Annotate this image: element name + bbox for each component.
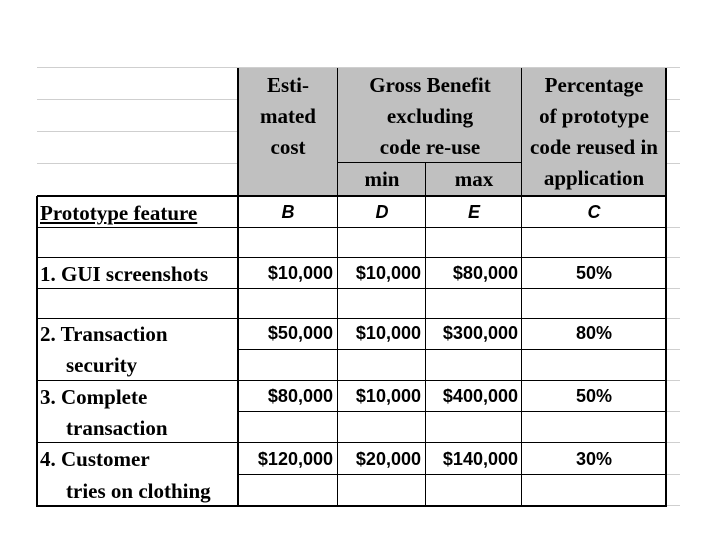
header-line: Percentage <box>544 73 644 97</box>
benefit-min-value: $10,000 <box>355 323 421 343</box>
grid-line <box>37 131 238 132</box>
grid-line <box>666 474 680 475</box>
header-line: of prototype <box>539 104 649 128</box>
grid-line <box>666 349 680 350</box>
feature-name-continued: transaction <box>66 416 168 440</box>
estimated-cost-value: $50,000 <box>267 323 333 343</box>
header-gross-benefit <box>338 70 522 163</box>
benefit-max-value: $400,000 <box>442 386 518 406</box>
border-line <box>36 196 38 507</box>
column-letter-c: C <box>587 202 601 222</box>
header-estimated-cost <box>238 70 338 163</box>
header-max: max <box>454 167 494 191</box>
header-min: min <box>364 167 400 191</box>
feature-name-continued: security <box>66 353 138 377</box>
grid-line <box>666 442 680 443</box>
grid-line <box>37 163 238 164</box>
benefit-max-value: $80,000 <box>452 263 518 283</box>
feature-name: 2. Transaction <box>40 322 168 346</box>
estimated-cost-value: $120,000 <box>257 449 333 469</box>
grid-line <box>666 163 680 164</box>
feature-name: 3. Complete <box>40 385 148 409</box>
grid-line <box>666 227 680 228</box>
reuse-percentage-value: 50% <box>575 386 613 406</box>
reuse-percentage-value: 50% <box>575 263 613 283</box>
header-line: Esti- <box>267 73 309 97</box>
benefit-min-value: $20,000 <box>355 449 421 469</box>
header-line: excluding <box>386 104 474 128</box>
header-line: mated <box>260 104 316 128</box>
estimated-cost-value: $10,000 <box>267 263 333 283</box>
grid-line <box>666 380 680 381</box>
grid-line <box>666 131 680 132</box>
benefit-max-value: $300,000 <box>442 323 518 343</box>
header-line: cost <box>270 135 306 159</box>
grid-line <box>666 99 680 100</box>
feature-name: 1. GUI screenshots <box>40 262 209 286</box>
header-line: application <box>543 166 645 190</box>
benefit-min-value: $10,000 <box>355 386 421 406</box>
grid-line <box>666 257 680 258</box>
prototype-feature-label: Prototype feature <box>40 201 198 225</box>
header-line: code reused in <box>530 135 658 159</box>
header-line: Gross Benefit <box>369 73 491 97</box>
column-letter-d: D <box>375 202 389 222</box>
grid-line <box>666 411 680 412</box>
reuse-percentage-value: 30% <box>575 449 613 469</box>
grid-line <box>37 67 680 68</box>
feature-name-continued: tries on clothing <box>66 479 211 503</box>
grid-line <box>37 99 238 100</box>
grid-line <box>666 318 680 319</box>
grid-line <box>666 288 680 289</box>
grid-line <box>666 505 680 506</box>
column-letter-b: B <box>281 202 295 222</box>
benefit-max-value: $140,000 <box>442 449 518 469</box>
header-line: code re-use <box>379 135 481 159</box>
border-line <box>238 349 666 350</box>
benefit-min-value: $10,000 <box>355 263 421 283</box>
estimated-cost-value: $80,000 <box>267 386 333 406</box>
feature-name: 4. Customer <box>40 447 150 471</box>
column-letter-e: E <box>467 202 480 222</box>
reuse-percentage-value: 80% <box>575 323 613 343</box>
header-percentage <box>522 70 666 194</box>
